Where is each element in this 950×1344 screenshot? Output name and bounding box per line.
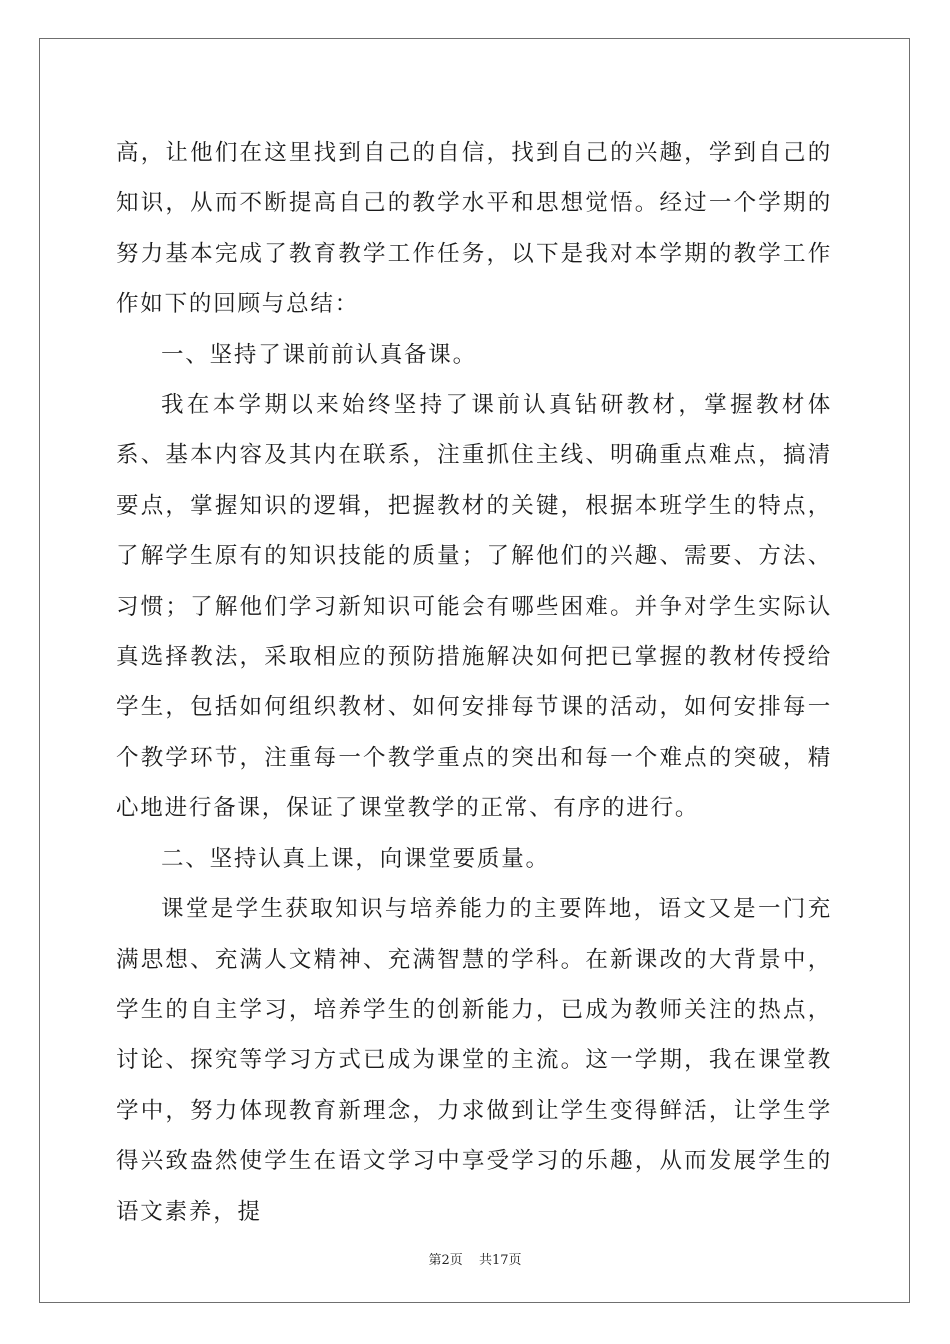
- paragraph-intro: 高，让他们在这里找到自己的自信，找到自己的兴趣，学到自己的知识，从而不断提高自己的教学水平和思想觉悟。经过一个学期的努力基本完成了教育教学工作任务，以下是我对本学期的教学工作作如下的回顾与总结：: [116, 140, 832, 318]
- document-body: [116, 128, 832, 1237]
- page-footer: [0, 1249, 950, 1268]
- paragraph-section-1: 我在本学期以来始终坚持了课前认真钻研教材，掌握教材体系、基本内容及其内在联系，注重抓住主线、明确重点难点，搞清要点，掌握知识的逻辑，把握教材的关键，根据本班学生的特点，了解学生原有的知识技能的质量；了解他们的兴趣、需要、方法、习惯；了解他们学习新知识可能会有哪些困难。并争对学生实际认真选择教法，采取相应的预防措施解决如何把已掌握的教材传授给学生，包括如何组织教材、如何安排每节课的活动，如何安排每一个教学环节，注重每一个教学重点的突出和每一个难点的突破，精心地进行备课，保证了课堂教学的正常、有序的进行。: [116, 392, 832, 822]
- paragraph-section-2: 课堂是学生获取知识与培养能力的主要阵地，语文又是一门充满思想、充满人文精神、充满智慧的学科。在新课改的大背景中，学生的自主学习，培养学生的创新能力，已成为教师关注的热点，讨论、探究等学习方式已成为课堂的主流。这一学期，我在课堂教学中，努力体现教育新理念，力求做到让学生变得鲜活，让学生学得兴致盎然使学生在语文学习中享受学习的乐趣，从而发展学生的语文素养，提: [116, 896, 832, 1225]
- page-total: 共17页: [478, 1253, 522, 1268]
- page-number: 第2页: [428, 1253, 463, 1268]
- heading-section-2: 二、坚持认真上课，向课堂要质量。: [161, 845, 550, 872]
- heading-section-1: 一、坚持了课前前认真备课。: [161, 341, 477, 368]
